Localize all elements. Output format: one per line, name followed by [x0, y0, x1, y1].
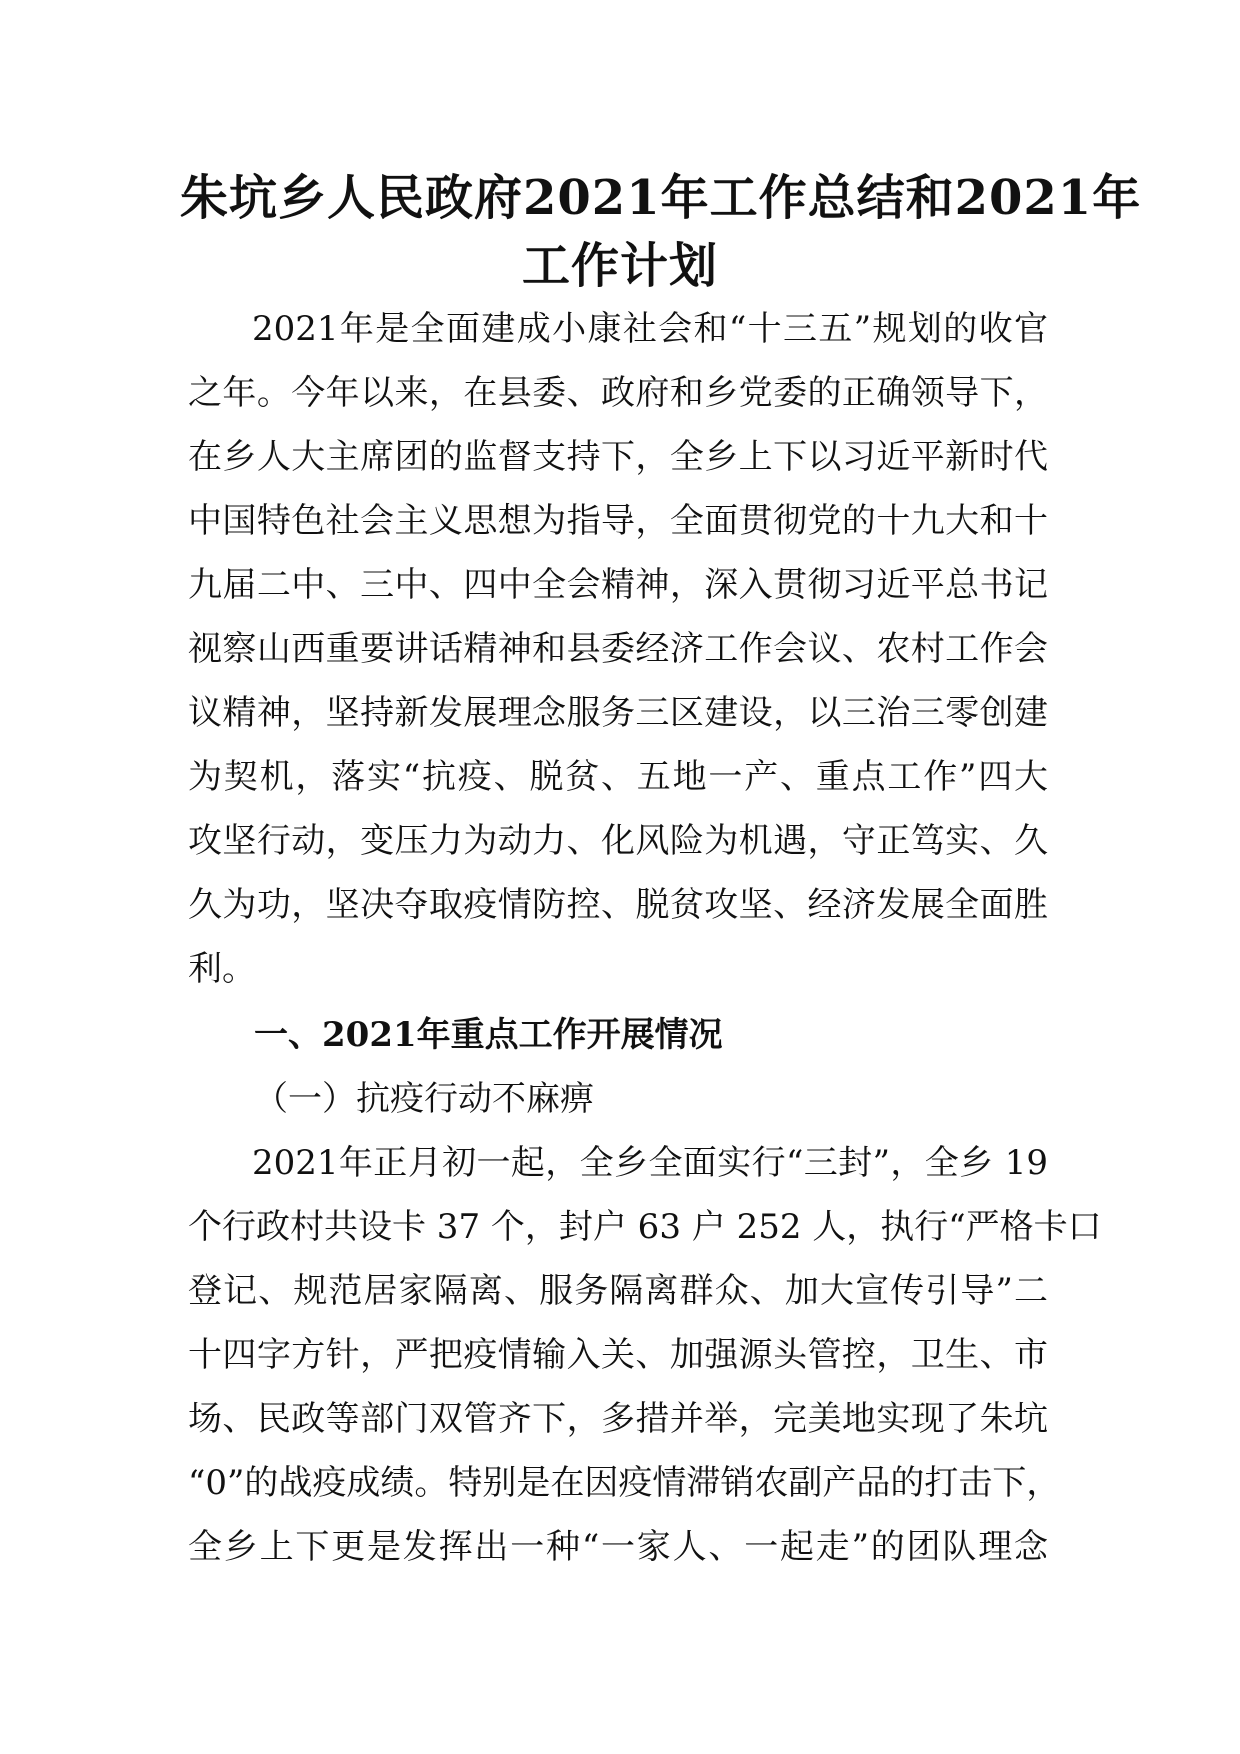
section-line: 十四字方针，严把疫情输入关、加强源头管控，卫生、市 [188, 1335, 1048, 1375]
subsection-heading: （一）抗疫行动不麻痹 [254, 1079, 594, 1119]
intro-line: 九届二中、三中、四中全会精神，深入贯彻习近平总书记 [188, 565, 1048, 605]
intro-line: 之年。今年以来，在县委、政府和乡党委的正确领导下， [188, 373, 1048, 413]
intro-line: 议精神，坚持新发展理念服务三区建设，以三治三零创建 [188, 693, 1048, 733]
intro-line: 视察山西重要讲话精神和县委经济工作会议、农村工作会 [188, 629, 1048, 669]
intro-line: 利。 [188, 949, 256, 989]
section-line: 2021年正月初一起，全乡全面实行“三封”，全乡 19 [252, 1143, 1048, 1183]
section-line: 场、民政等部门双管齐下，多措并举，完美地实现了朱坑 [188, 1399, 1048, 1439]
document-title-line-2: 工作计划 [521, 238, 718, 294]
section-line: 登记、规范居家隔离、服务隔离群众、加大宣传引导”二 [188, 1271, 1048, 1311]
document-title-line-1: 朱坑乡人民政府2021年工作总结和2021年 [180, 170, 1142, 226]
intro-line: 2021年是全面建成小康社会和“十三五”规划的收官 [252, 309, 1048, 349]
intro-line: 中国特色社会主义思想为指导，全面贯彻党的十九大和十 [188, 501, 1048, 541]
section-line: “0”的战疫成绩。特别是在因疫情滞销农副产品的打击下， [188, 1463, 1061, 1503]
section-heading: 一、2021年重点工作开展情况 [254, 1015, 723, 1055]
intro-line: 攻坚行动，变压力为动力、化风险为机遇，守正笃实、久 [188, 821, 1048, 861]
section-line: 全乡上下更是发挥出一种“一家人、一起走”的团队理念 [188, 1527, 1048, 1567]
intro-line: 久为功，坚决夺取疫情防控、脱贫攻坚、经济发展全面胜 [188, 885, 1048, 925]
intro-line: 在乡人大主席团的监督支持下，全乡上下以习近平新时代 [188, 437, 1048, 477]
section-line: 个行政村共设卡 37 个，封户 63 户 252 人，执行“严格卡口 [188, 1207, 1102, 1247]
intro-line: 为契机，落实“抗疫、脱贫、五地一产、重点工作”四大 [188, 757, 1048, 797]
